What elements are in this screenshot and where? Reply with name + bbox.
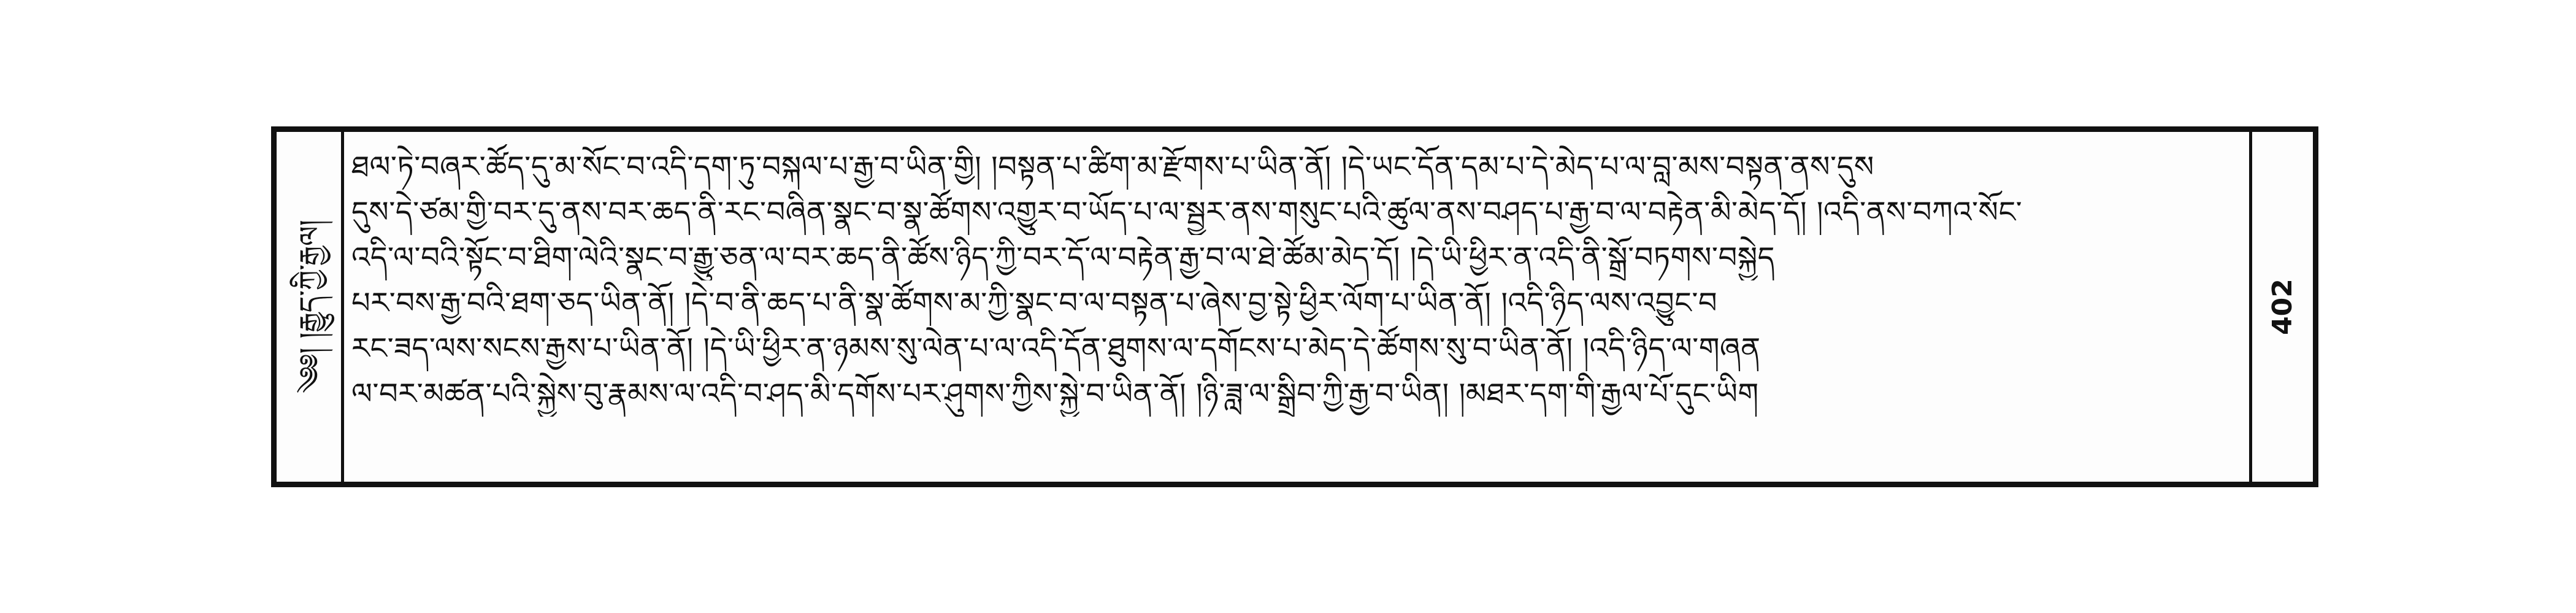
text-line	[351, 280, 2243, 326]
text-block	[351, 144, 2243, 471]
margin-title: ༄༅། །རྒྱུད་ཀྱི་རྒྱལ།	[293, 220, 326, 394]
text-line-content: དུས་དེ་ཙམ་གྱི་བར་དུ་ནས་བར་ཆད་ནི་རང་བཞིན་སྣང་བ་སྣ་ཚོགས་འགྱུར་བ་ཡོད་པ་ལ་སྦྱར་ནས་གསུང་པའི་ཚུལ་ནས་བཤད་པ་རྒྱ་བ་ལ་བརྟེན་མི་མེད་དོ། །འདི་ནས་བཀའ་སོང་	[351, 195, 2023, 229]
left-margin	[277, 132, 344, 482]
right-margin	[2249, 132, 2313, 482]
text-line-content: ཐལ་ཏེ་བཞར་ཚོད་དུ་མ་སོང་བ་འདི་དག་ཏུ་བསྐལ་པ་རྒྱ་བ་ཡིན་གྱི། །བསྟན་པ་ཚིག་མ་རྫོགས་པ་ཡིན་ནོ། །དེ་ཡང་དོན་དམ་པ་དེ་མེད་པ་ལ་བླ་མས་བསྟན་ནས་དུས	[351, 150, 1874, 184]
text-line-content: འདི་ལ་བའི་སྟོང་བ་ཐིག་ལེའི་སྣང་བ་རྒྱུ་ཅན་ལ་བར་ཆད་ནི་ཚོས་ཉིད་ཀྱི་བར་དོ་ལ་བརྟེན་རྒྱ་བ་ལ་ཐེ་ཚོམ་མེད་དོ། །དེ་ཡི་ཕྱིར་ན་འདི་ནི་སྒྲོ་བཏགས་བསྐྱེད	[351, 241, 1775, 275]
text-line	[351, 326, 2243, 371]
text-line-content: རང་ཟད་ལས་སངས་རྒྱས་པ་ཡིན་ནོ། །དེ་ཡི་ཕྱིར་ན་ཉམས་སུ་ལེན་པ་ལ་འདི་དོན་ཐུགས་ལ་དགོངས་པ་མེད་དེ་ཚོགས་སུ་བ་ཡིན་ནོ། །འདི་ཉིད་ལ་གཞན	[351, 331, 1761, 366]
text-line	[351, 144, 2243, 190]
text-line-content: ལ་བར་མཚན་པའི་སྐྱེས་བུ་རྣམས་ལ་འདི་བ་ཤད་མི་དགོས་པར་ཤུགས་ཀྱིས་སྐྱེ་བ་ཡིན་ནོ། །ཉི་ཟླ་ལ་སྒྲིབ་ཀྱི་རྒྱ་བ་ཡིན། །མཐར་དག་གི་རྒྱལ་པོ་དུང་ཡིག	[351, 377, 1759, 411]
page-number: 402	[2267, 279, 2298, 335]
text-line	[351, 235, 2243, 280]
text-line-content: པར་བས་རྒྱ་བའི་ཐག་ཅད་ཡིན་ནོ། །དེ་བ་ནི་ཆད་པ་ནི་སྣ་ཚོགས་མ་ཀྱི་སྣང་བ་ལ་བསྟན་པ་ཞེས་བྱ་སྟེ་ཕྱིར་ལོག་པ་ཡིན་ནོ། །འདི་ཉིད་ལས་འབྱུང་བ	[351, 286, 1718, 320]
manuscript-folio	[271, 126, 2318, 487]
text-line	[351, 190, 2243, 235]
text-line	[351, 371, 2243, 417]
